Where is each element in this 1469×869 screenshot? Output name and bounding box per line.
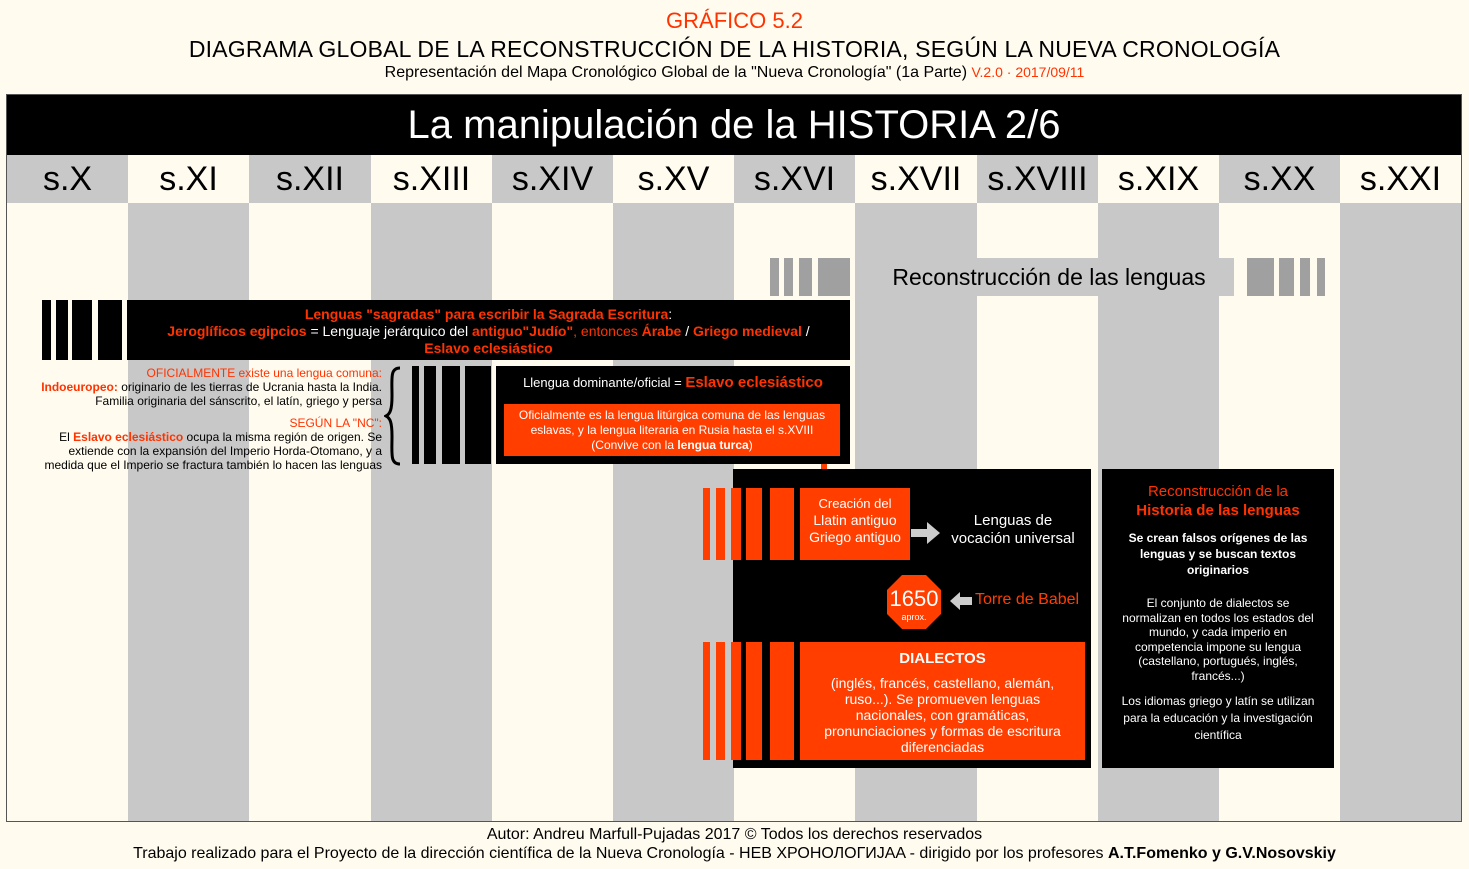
century-label: s.XV: [613, 155, 734, 203]
century-label: s.XXI: [1340, 155, 1461, 203]
stripe: [799, 258, 812, 296]
stripe: [56, 300, 68, 360]
lengua-turca-text: lengua turca: [677, 438, 749, 452]
century-label: s.XVIII: [977, 155, 1098, 203]
vocacion-text: [938, 512, 1088, 548]
stripe: [1279, 258, 1294, 296]
footer-credits: [0, 845, 1469, 863]
century-band: [1340, 155, 1461, 821]
segun-nc-heading: SEGÚN LA "NC":: [289, 416, 382, 430]
reconstruccion-label: Reconstrucción de las lenguas: [864, 258, 1234, 296]
side-p5: (castellano, portugués, inglés,: [1138, 654, 1298, 668]
stripe: [412, 366, 419, 464]
banner-title: La manipulación de la HISTORIA 2/6: [7, 95, 1461, 155]
ocupa-text: ocupa la misma región de origen. Se: [183, 430, 382, 444]
el-text: El: [59, 430, 74, 444]
liturgica-line1: Oficialmente es la lengua litúrgica comuna de las lenguas: [518, 408, 826, 422]
stripe: [1317, 258, 1325, 296]
century-band: [492, 155, 613, 821]
side-bold1: Se crean falsos orígenes de las: [1128, 531, 1308, 545]
side-p4: competencia impone su lengua: [1134, 639, 1302, 654]
judio-text: antiguo"Judío": [471, 323, 574, 339]
lengua-dominante-box: [496, 366, 850, 464]
sagradas-title-text: Lenguas "sagradas" para escribir la Sagrada Escritura: [304, 306, 669, 322]
side-p1: El conjunto de dialectos se: [1146, 596, 1290, 610]
dialectos-line3: nacionales, con gramáticas,: [855, 707, 1030, 723]
dominante-line: [496, 374, 850, 391]
stripe: [731, 488, 741, 560]
footer-author: Autor: Andreu Marfull-Pujadas 2017 © Todos los derechos reservados: [486, 826, 983, 843]
indoeuropeo-text: Indoeuropeo:: [41, 380, 118, 394]
century-label: s.XII: [249, 155, 371, 203]
footer-credits-text: Trabajo realizado para el Proyecto de la dirección científica de la Nueva Cronología - НЕВ ХРОНОЛОГИJAA - dirigido por los profesores: [133, 845, 1108, 862]
stripe: [770, 258, 779, 296]
side-bold3: originarios: [1186, 563, 1249, 577]
babel-aprox: aprox.: [901, 612, 927, 622]
footer-authors: A.T.Fomenko y G.V.Nosovskiy: [1107, 845, 1336, 862]
dominante-label: Llengua dominante/oficial =: [523, 375, 686, 390]
arabe-text: Árabe: [641, 323, 682, 339]
stripe: [1300, 258, 1310, 296]
vocacion-line2: vocación universal: [951, 530, 1075, 547]
liturgica-line2: eslavas, y la lengua literaria en Rusia hasta el s.XVIII: [530, 423, 814, 437]
dominante-value: Eslavo eclesiástico: [685, 374, 823, 391]
side-p2: normalizan en todos los estados del: [1122, 610, 1314, 625]
stripe: [72, 300, 92, 360]
liturgica-line3: [504, 438, 840, 453]
century-label: s.XVII: [855, 155, 977, 203]
dialectos-line2: ruso...). Se promueven lenguas: [844, 691, 1041, 707]
arrow-right-icon: [911, 522, 941, 544]
century-label: s.XIX: [1098, 155, 1219, 203]
page-subtitle: [0, 64, 1469, 82]
century-label: s.XX: [1219, 155, 1340, 203]
paren-close: ): [748, 438, 753, 452]
sagradas-colon: :: [668, 306, 673, 322]
century-band: [128, 155, 249, 821]
creacion-line3: Griego antiguo: [809, 529, 901, 545]
side-p7: Los idiomas griego y latín se utilizan: [1121, 694, 1315, 708]
oficial-text-block: [10, 366, 382, 472]
stripe: [731, 642, 741, 760]
separator: /: [801, 323, 810, 339]
side-p3: mundo, y cada imperio en: [1148, 625, 1288, 639]
separator: /: [681, 323, 693, 339]
indo-desc: originario de les tierras de Ucrania hasta la India.: [117, 380, 382, 394]
stripe: [42, 300, 51, 360]
stripe: [746, 642, 762, 760]
page-title: DIAGRAMA GLOBAL DE LA RECONSTRUCCIÓN DE LA HISTORIA, SEGÚN LA NUEVA CRONOLOGÍA: [188, 36, 1281, 62]
stripe: [716, 642, 725, 760]
century-label: s.XI: [128, 155, 249, 203]
lenguas-sagradas-box: [127, 300, 850, 360]
sagradas-line: [127, 323, 850, 340]
fractura-text: medida que el Imperio se fractura también lo hacen las lenguas: [44, 458, 382, 472]
entonces-text: , entonces: [573, 323, 642, 339]
stripe: [1247, 258, 1274, 296]
arrow-left-icon: [950, 592, 972, 610]
babel-year: 1650: [889, 586, 939, 611]
side-heading1: Reconstrucción de la: [1147, 483, 1289, 500]
liturgica-box: [504, 404, 840, 456]
brace-icon: [384, 366, 406, 466]
eslavo-line: [10, 430, 382, 444]
century-label: s.X: [7, 155, 128, 203]
stripe: [770, 488, 794, 560]
extiende-text: extiende con la expansión del Imperio Horda-Otomano, y a: [68, 444, 382, 458]
stripe: [770, 642, 794, 760]
sagradas-connector: = Lenguaje jerárquico del: [306, 323, 472, 339]
stripe: [818, 258, 850, 296]
century-band: [249, 155, 371, 821]
century-label: s.XIV: [492, 155, 613, 203]
dialectos-box: [800, 642, 1085, 760]
century-band: [371, 155, 492, 821]
sagradas-title: [127, 306, 850, 323]
side-p9: científica: [1194, 728, 1242, 742]
century-label: s.XIII: [371, 155, 492, 203]
stripe: [465, 366, 491, 464]
side-para2: [1102, 693, 1334, 744]
jeroglificos-text: Jeroglíficos egipcios: [167, 323, 307, 339]
version-text: V.2.0 · 2017/09/11: [971, 64, 1085, 80]
eslavo-text: Eslavo eclesiástico: [424, 340, 553, 356]
indo-line: [10, 380, 382, 394]
dialectos-line1: (inglés, francés, castellano, alemán,: [830, 675, 1055, 691]
side-bold2: lenguas y se buscan textos: [1139, 547, 1297, 561]
vocacion-line1: Lenguas de: [973, 512, 1053, 529]
convive-text: (Convive con la: [591, 438, 678, 452]
side-heading2: Historia de las lenguas: [1136, 502, 1300, 519]
griego-medieval-text: Griego medieval: [692, 323, 802, 339]
reconstruccion-historia-box: [1102, 469, 1334, 768]
creacion-box: [800, 488, 910, 560]
stripe: [703, 642, 710, 760]
creacion-line1: Creación del: [818, 496, 892, 511]
stripe: [98, 300, 122, 360]
torre-de-babel-label: Torre de Babel: [975, 591, 1080, 608]
stripe: [784, 258, 793, 296]
stripe: [703, 488, 710, 560]
side-p8: para la educación y la investigación: [1123, 711, 1313, 725]
stripe: [442, 366, 460, 464]
reconstruccion-bar: [770, 258, 1330, 296]
dialectos-title: DIALECTOS: [899, 650, 986, 667]
subtitle-text: Representación del Mapa Cronológico Global de la "Nueva Cronología" (1a Parte): [384, 64, 968, 81]
oficial-heading: OFICIALMENTE existe una lengua comuna:: [146, 366, 382, 380]
stripe: [424, 366, 436, 464]
creacion-line2: Llatin antiguo: [813, 512, 897, 528]
side-para1: [1102, 596, 1334, 683]
side-p6: francés...): [1191, 668, 1245, 683]
side-bold-block: [1102, 530, 1334, 578]
century-band: [7, 155, 128, 821]
grafico-number: GRÁFICO 5.2: [666, 8, 803, 33]
dialectos-line4: pronunciaciones y formas de escritura: [824, 723, 1061, 739]
stripe: [746, 488, 762, 560]
dialectos-line5: diferenciadas: [900, 739, 985, 755]
century-label: s.XVI: [734, 155, 855, 203]
eslavo-eclesiastico-text: Eslavo eclesiástico: [73, 430, 184, 444]
familia-text: Familia originaria del sánscrito, el latín, griego y persa: [95, 394, 382, 408]
stripe: [716, 488, 725, 560]
